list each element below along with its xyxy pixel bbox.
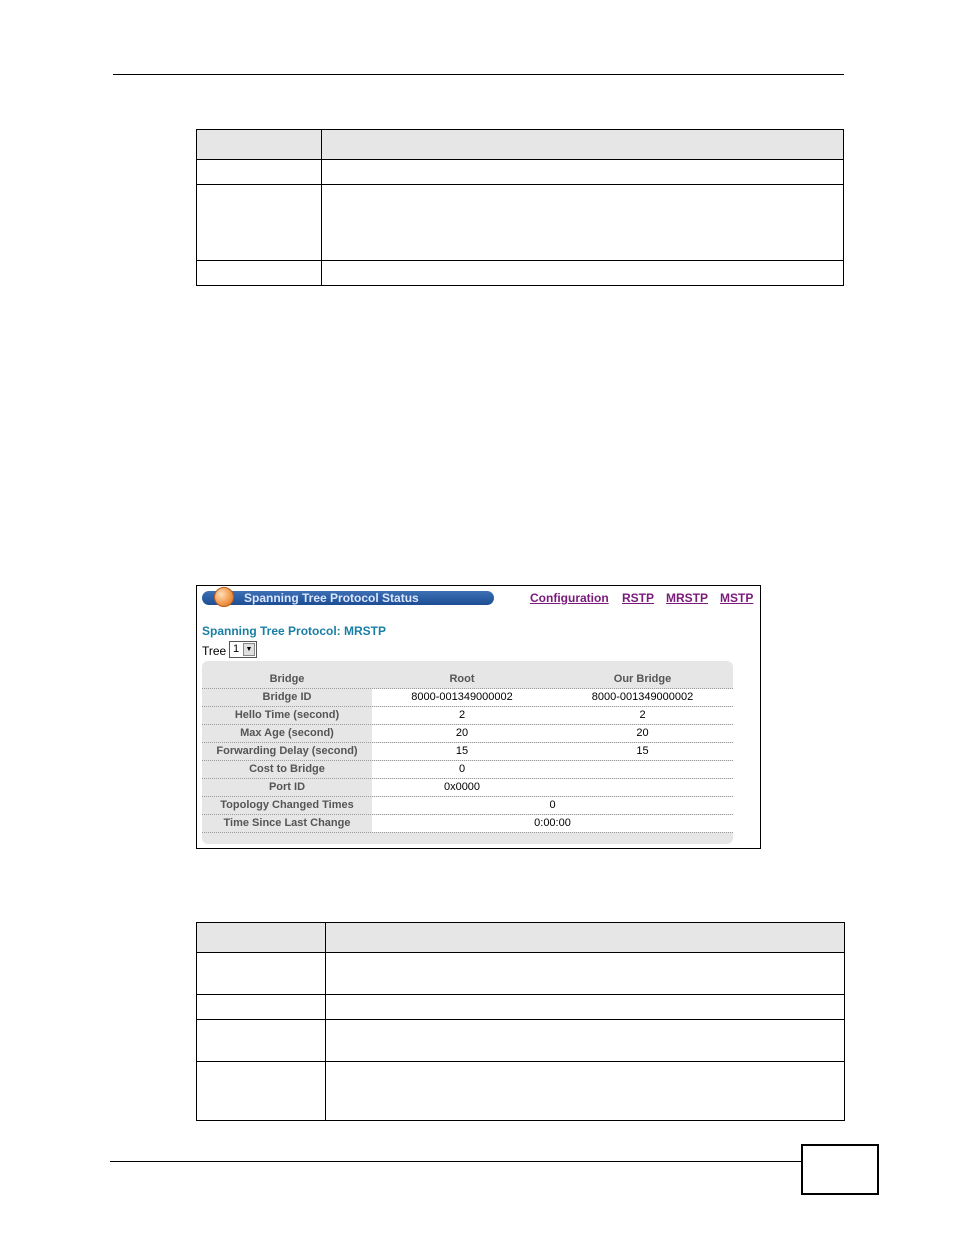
row-label: Max Age (second)	[240, 727, 334, 739]
configuration-link[interactable]: Configuration	[530, 591, 609, 605]
row-label: Forwarding Delay (second)	[216, 745, 358, 757]
our-bridge-value: 20	[552, 725, 733, 742]
table-cell	[322, 185, 844, 261]
screen-title: Spanning Tree Protocol Status	[244, 591, 419, 605]
table-cell	[322, 261, 844, 286]
table-header-cell	[322, 130, 844, 160]
table-cell	[197, 953, 326, 995]
header-root: Root	[449, 673, 475, 685]
table-header-row	[202, 671, 733, 689]
table-header-cell	[197, 923, 326, 953]
tree-select-value: 1	[233, 643, 240, 655]
header-rule	[113, 74, 844, 75]
table-row	[202, 707, 733, 725]
table-header-cell	[197, 130, 322, 160]
root-value: 20	[372, 725, 552, 742]
row-value: 0	[372, 797, 733, 814]
row-label: Time Since Last Change	[223, 817, 351, 829]
row-label: Port ID	[268, 781, 306, 793]
our-bridge-value	[552, 779, 733, 796]
table-cell	[326, 953, 845, 995]
document-table-top	[196, 129, 844, 286]
row-label: Cost to Bridge	[249, 763, 325, 775]
header-bridge: Bridge	[269, 673, 305, 685]
tree-select[interactable]	[229, 641, 257, 658]
document-table-bottom	[196, 922, 845, 1121]
row-label: Topology Changed Times	[220, 799, 354, 811]
table-cell	[326, 1020, 845, 1062]
root-value: 0	[372, 761, 552, 778]
table-cell	[197, 261, 322, 286]
table-row	[202, 815, 733, 833]
table-cell	[326, 1062, 845, 1121]
mrstp-link[interactable]: MRSTP	[666, 591, 708, 605]
table-cell	[197, 185, 322, 261]
row-label: Bridge ID	[262, 691, 312, 703]
table-cell	[326, 995, 845, 1020]
table-cell	[197, 995, 326, 1020]
title-bar	[202, 591, 494, 605]
table-cell	[322, 160, 844, 185]
table-row	[202, 779, 733, 797]
table-row	[202, 761, 733, 779]
stp-status-screenshot	[196, 585, 761, 849]
row-value: 0:00:00	[372, 815, 733, 832]
page-number-box	[801, 1144, 879, 1195]
table-header-cell	[326, 923, 845, 953]
our-bridge-value: 8000-001349000002	[552, 689, 733, 706]
chevron-down-icon[interactable]: ▼	[243, 643, 255, 656]
header-our-bridge: Our Bridge	[613, 673, 672, 685]
footer-rule	[110, 1161, 802, 1162]
table-cell	[197, 160, 322, 185]
protocol-heading: Spanning Tree Protocol: MRSTP	[202, 624, 387, 638]
root-value: 8000-001349000002	[372, 689, 552, 706]
tree-label: Tree	[202, 644, 227, 658]
row-label: Hello Time (second)	[234, 709, 340, 721]
our-bridge-value: 2	[552, 707, 733, 724]
table-row	[202, 797, 733, 815]
table-row	[202, 689, 733, 707]
table-cell	[197, 1062, 326, 1121]
our-bridge-value: 15	[552, 743, 733, 760]
root-value: 0x0000	[372, 779, 552, 796]
our-bridge-value	[552, 761, 733, 778]
mstp-link[interactable]: MSTP	[720, 591, 754, 605]
table-row	[202, 725, 733, 743]
status-orb-icon	[214, 587, 234, 607]
table-row	[202, 743, 733, 761]
root-value: 15	[372, 743, 552, 760]
rstp-link[interactable]: RSTP	[622, 591, 655, 605]
stp-status-table	[202, 661, 733, 844]
root-value: 2	[372, 707, 552, 724]
table-cell	[197, 1020, 326, 1062]
